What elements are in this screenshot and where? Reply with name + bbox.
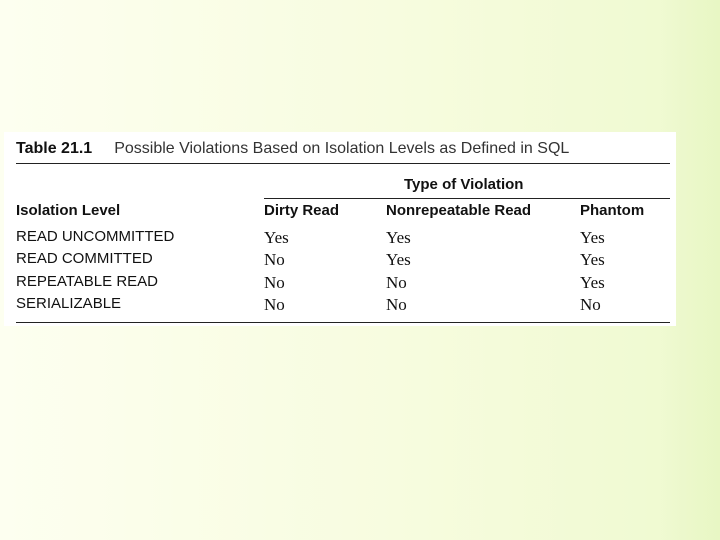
column-header-isolation-level: Isolation Level bbox=[16, 202, 121, 219]
cell-isolation-level: REPEATABLE READ bbox=[16, 273, 158, 290]
cell-phantom: No bbox=[580, 295, 601, 314]
group-header-rule bbox=[264, 198, 670, 199]
cell-dirty-read: No bbox=[264, 295, 285, 314]
table-row bbox=[4, 295, 676, 317]
column-header-nonrepeatable-read: Nonrepeatable Read bbox=[386, 202, 532, 219]
cell-nonrepeatable-read: Yes bbox=[386, 228, 411, 247]
cell-isolation-level: READ COMMITTED bbox=[16, 250, 153, 267]
top-rule bbox=[16, 163, 670, 164]
table-label: Table 21.1 bbox=[16, 140, 93, 157]
cell-dirty-read: No bbox=[264, 273, 285, 292]
table-row bbox=[4, 228, 676, 250]
cell-nonrepeatable-read: Yes bbox=[386, 250, 411, 269]
cell-isolation-level: SERIALIZABLE bbox=[16, 295, 122, 312]
column-header-phantom: Phantom bbox=[580, 202, 645, 219]
cell-isolation-level: READ UNCOMMITTED bbox=[16, 228, 175, 245]
cell-dirty-read: No bbox=[264, 250, 285, 269]
table-title: Possible Violations Based on Isolation Levels as Defined in SQL bbox=[114, 140, 570, 157]
table-caption bbox=[16, 139, 569, 159]
group-header-type-of-violation: Type of Violation bbox=[404, 176, 524, 193]
isolation-levels-table bbox=[4, 132, 676, 326]
cell-nonrepeatable-read: No bbox=[386, 273, 407, 292]
cell-phantom: Yes bbox=[580, 273, 605, 292]
column-header-dirty-read: Dirty Read bbox=[264, 202, 340, 219]
cell-dirty-read: Yes bbox=[264, 228, 289, 247]
cell-phantom: Yes bbox=[580, 250, 605, 269]
table-row bbox=[4, 250, 676, 272]
cell-nonrepeatable-read: No bbox=[386, 295, 407, 314]
table-row bbox=[4, 273, 676, 295]
bottom-rule bbox=[16, 322, 670, 323]
cell-phantom: Yes bbox=[580, 228, 605, 247]
